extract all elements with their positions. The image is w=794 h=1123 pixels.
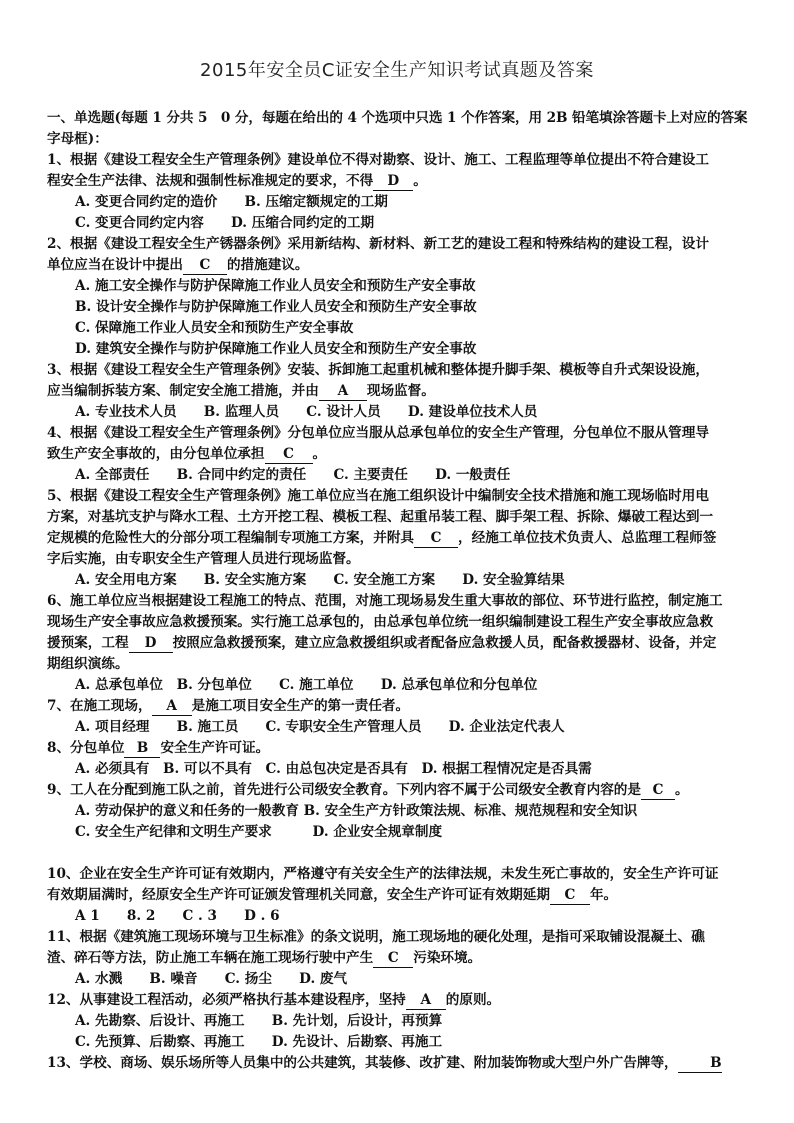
question-2-text-cont [47, 255, 747, 276]
question-3-end: 现场监督。 [366, 383, 435, 399]
question-10-text: 10、企业在安全生产许可证有效期内，严格遵守有关安全生产的法律法规，未发生死亡事故的，安全生产许可证 [47, 866, 719, 882]
answer-blank: A [152, 697, 192, 716]
answer-blank: C [265, 445, 313, 464]
question-4-options: A. 全部责任 B. 合同中约定的责任 C. 主要责任 D. 一般责任 [75, 467, 511, 483]
question-1-text-cont [47, 171, 747, 192]
question-11-text-cont [47, 948, 747, 969]
question-1-options: C. 变更合同约定内容 D. 压缩合同约定的工期 [75, 215, 375, 231]
answer-blank: C [183, 256, 227, 275]
answer-blank: B [124, 739, 160, 758]
question-13-stem: 13、学校、商场、娱乐场所等人员集中的公共建筑，其装修、改扩建、附加装饰物或大型户外广告牌等， [47, 1055, 678, 1071]
question-2-text: 2、根据《建设工程安全生产锈器条例》采用新结构、新材料、新工艺的建设工程和特殊结构的建设工程，设计 [47, 236, 709, 252]
question-11-stem: 渣、碎石等方法，防止施工车辆在施工现场行驶中产生 [47, 950, 374, 966]
question-11-text: 11、根据《建筑施工现场环境与卫生标准》的条文说明，施工现场地的硬化处理，是指可采取铺设混凝土、礁 [47, 929, 705, 945]
question-10-options: A 1 8. 2 C . 3 D . 6 [75, 908, 280, 924]
question-6-text-cont: 现场生产安全事故应急救援预案。实行施工总承包的，由总承包单位统一组织编制建设工程生产安全事故应急救 [47, 614, 714, 630]
question-10-end: 年。 [589, 887, 618, 903]
question-12-text [47, 990, 747, 1011]
question-6-text: 6、施工单位应当根据建设工程施工的特点、范围，对施工现场易发生重大事故的部位、环节进行监控，制定施工 [47, 593, 723, 609]
question-8-stem: 8、分包单位 [47, 740, 125, 756]
answer-blank: C [641, 781, 675, 800]
question-11-end: 污染环境。 [413, 950, 482, 966]
question-9-stem: 9、工人在分配到施工队之前，首先进行公司级安全教育。下列内容不属于公司级安全教育内容的是 [47, 782, 641, 798]
question-4-stem: 致生产安全事故的，由分包单位承担 [47, 446, 265, 462]
blank-line [47, 843, 747, 864]
question-2-option: D. 建筑安全操作与防护保障施工作业人员安全和预防生产安全事故 [75, 341, 477, 357]
question-7-text [47, 696, 747, 717]
question-3-stem: 应当编制拆装方案、制定安全施工措施，并由 [47, 383, 319, 399]
question-6-end: 按照应急救援预案，建立应急救援组织或者配备应急救援人员，配备救援器材、设备，并定 [172, 635, 717, 651]
question-4-text: 4、根据《建设工程安全生产管理条例》分包单位应当服从总承包单位的安全生产管理，分包单位不服从管理导 [47, 425, 709, 441]
question-3-text-cont [47, 381, 747, 402]
question-12-options: A. 先勘察、后设计、再施工 B. 先计划，后设计，再预算 [75, 1013, 443, 1029]
question-7-stem: 7、在施工现场， [47, 698, 152, 714]
answer-blank: D [373, 172, 413, 191]
question-12-end: 的原则。 [445, 992, 501, 1008]
question-5-text: 5、根据《建设工程安全生产管理条例》施工单位应当在施工组织设计中编制安全技术措施和施工现场临时用电 [47, 488, 709, 504]
question-2-option: C. 保障施工作业人员安全和预防生产安全事故 [75, 320, 354, 336]
question-13-text [47, 1053, 747, 1074]
answer-blank: A [319, 382, 367, 401]
section-intro: 一、单选题(每题 1 分共 5 0 分，每题在给出的 4 个选项中只选 1 个作答案，用 2B 铅笔填涂答题卡上对应的答案 [47, 110, 748, 126]
question-7-end: 是施工项目安全生产的第一责任者。 [191, 698, 410, 714]
answer-blank: A [406, 991, 446, 1010]
document-body [47, 108, 747, 1074]
question-5-text-cont: 方案，对基坑支护与降水工程、土方开挖工程、模板工程、起重吊装工程、脚手架工程、拆除、爆破工程达到一 [47, 509, 714, 525]
question-2-stem: 单位应当在设计中提出 [47, 257, 183, 273]
question-9-options: C. 安全生产纪律和文明生产要求 D. 企业安全规章制度 [75, 824, 443, 840]
question-7-options: A. 项目经理 B. 施工员 C. 专职安全生产管理人员 D. 企业法定代表人 [75, 719, 565, 735]
question-12-options: C. 先预算、后勘察、再施工 D. 先设计、后勘察、再施工 [75, 1034, 443, 1050]
question-6-text-cont: 期组织演练。 [47, 656, 129, 672]
question-5-stem: 定规模的危险性大的分部分项工程编制专项施工方案，并附具 [47, 530, 415, 546]
question-8-options: A. 必须具有 B. 可以不具有 C. 由总包决定是否具有 D. 根据工程情况定是否具需 [75, 761, 592, 777]
question-2-option: A. 施工安全操作与防护保障施工作业人员安全和预防生产安全事故 [75, 278, 476, 294]
question-5-text-cont: 字后实施，由专职安全生产管理人员进行现场监督。 [47, 551, 360, 567]
question-10-stem: 有效期届满时，经原安全生产许可证颁发管理机关同意，安全生产许可证有效期延期 [47, 887, 550, 903]
answer-blank: B [678, 1054, 722, 1073]
answer-blank: C [414, 529, 458, 548]
question-3-text: 3、根据《建设工程安全生产管理条例》安装、拆卸施工起重机械和整体提升脚手架、模板等自升式架设设施， [47, 362, 709, 378]
section-intro-cont: 字母框)： [47, 131, 108, 147]
question-1-options: A. 变更合同约定的造价 B. 压缩定额规定的工期 [75, 194, 388, 210]
question-9-end: 。 [675, 782, 689, 798]
question-10-text-cont [47, 885, 747, 906]
question-6-text-cont [47, 633, 747, 654]
question-2-end: 的措施建议。 [226, 257, 309, 273]
answer-blank: C [373, 949, 413, 968]
answer-blank: D [129, 634, 173, 653]
question-12-stem: 12、从事建设工程活动，必须严格执行基本建设程序，坚持 [47, 992, 406, 1008]
question-5-text-cont [47, 528, 747, 549]
question-5-end: ，经施工单位技术负责人、总监理工程师签 [458, 530, 717, 546]
question-1-end: 。 [413, 173, 427, 189]
question-9-text [47, 780, 747, 801]
question-6-stem: 援预案，工程 [47, 635, 129, 651]
question-11-options: A. 水溅 B. 噪音 C. 扬尘 D. 废气 [75, 971, 348, 987]
question-4-end: 。 [312, 446, 327, 462]
document-title: 2015年安全员C证安全生产知识考试真题及答案 [200, 60, 594, 81]
question-2-option: B. 设计安全操作与防护保障施工作业人员安全和预防生产安全事故 [75, 299, 477, 315]
question-1-stem: 程安全生产法律、法规和强制性标准规定的要求，不得 [47, 173, 374, 189]
question-3-options: A. 专业技术人员 B. 监理人员 C. 设计人员 D. 建设单位技术人员 [75, 404, 538, 420]
question-9-options: A. 劳动保护的意义和任务的一般教育 B. 安全生产方针政策法规、标准、规范规程和安全知识 [75, 803, 638, 819]
question-8-text [47, 738, 747, 759]
question-8-end: 安全生产许可证。 [160, 740, 270, 756]
question-4-text-cont [47, 444, 747, 465]
question-1-text: 1、根据《建设工程安全生产管理条例》建设单位不得对勘察、设计、施工、工程监理等单位提出不符合建设工 [47, 152, 709, 168]
question-5-options: A. 安全用电方案 B. 安全实施方案 C. 安全施工方案 D. 安全验算结果 [75, 572, 565, 588]
question-6-options: A. 总承包单位 B. 分包单位 C. 施工单位 D. 总承包单位和分包单位 [75, 677, 538, 693]
answer-blank: C [550, 886, 590, 905]
